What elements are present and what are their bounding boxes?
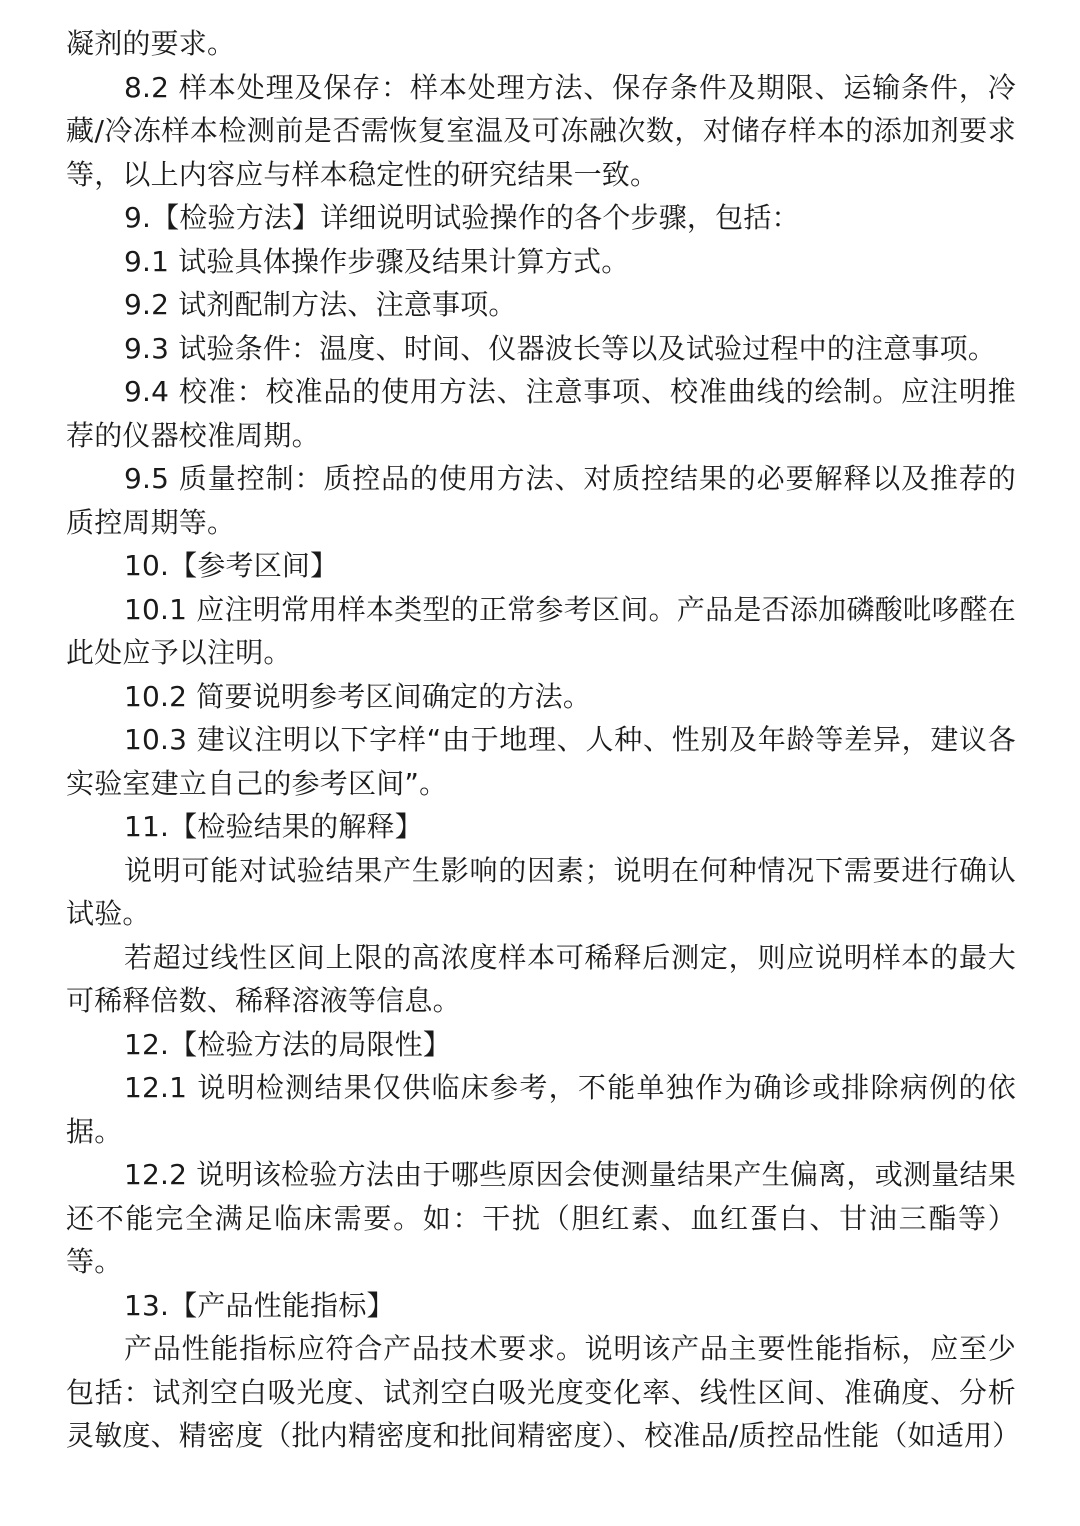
section-heading: 10.【参考区间】 (124, 549, 339, 582)
section-heading: 9.【检验方法】详细说明试验操作的各个步骤，包括： (124, 201, 800, 234)
paragraph: 12.1 说明检测结果仅供临床参考，不能单独作为确诊或排除病例的依据。 (66, 1071, 1016, 1148)
paragraph: 9.4 校准：校准品的使用方法、注意事项、校准曲线的绘制。应注明推荐的仪器校准周期。 (66, 375, 1016, 452)
paragraph: 9.5 质量控制：质控品的使用方法、对质控结果的必要解释以及推荐的质控周期等。 (66, 462, 1016, 539)
paragraph: 10.1 应注明常用样本类型的正常参考区间。产品是否添加磷酸吡哆醛在此处应予以注明。 (66, 592, 1016, 669)
paragraph: 10.3 建议注明以下字样“由于地理、人种、性别及年龄等差异，建议各实验室建立自己的参考区间”。 (66, 723, 1016, 800)
paragraph: 9.2 试剂配制方法、注意事项。 (124, 288, 517, 321)
section-heading: 11.【检验结果的解释】 (124, 810, 423, 843)
paragraph: 若超过线性区间上限的高浓度样本可稀释后测定，则应说明样本的最大可稀释倍数、稀释溶液等信息。 (66, 940, 1016, 1017)
paragraph: 产品性能指标应符合产品技术要求。说明该产品主要性能指标，应至少包括：试剂空白吸光度、试剂空白吸光度变化率、线性区间、准确度、分析灵敏度、精密度（批内精密度和批间精密度）、校准品/质控品性能（如适用） (66, 1332, 1021, 1452)
section-heading: 13.【产品性能指标】 (124, 1288, 395, 1322)
section-heading: 12.【检验方法的局限性】 (124, 1027, 452, 1061)
paragraph: 12.2 说明该检验方法由于哪些原因会使测量结果产生偏离，或测量结果还不能完全满足临床需要。如：干扰（胆红素、血红蛋白、甘油三酯等）等。 (66, 1158, 1016, 1278)
paragraph: 10.2 简要说明参考区间确定的方法。 (124, 679, 592, 713)
paragraph: 9.1 试验具体操作步骤及结果计算方式。 (124, 244, 630, 278)
paragraph: 8.2 样本处理及保存：样本处理方法、保存条件及期限、运输条件，冷藏/冷冻样本检测前是否需恢复室温及可冻融次数，对储存样本的添加剂要求等，以上内容应与样本稳定性的研究结果一致。 (66, 70, 1016, 191)
paragraph: 说明可能对试验结果产生影响的因素；说明在何种情况下需要进行确认试验。 (66, 853, 1016, 930)
paragraph: 凝剂的要求。 (66, 27, 236, 60)
document-page (66, 22, 1021, 1458)
paragraph: 9.3 试验条件：温度、时间、仪器波长等以及试验过程中的注意事项。 (124, 331, 997, 365)
